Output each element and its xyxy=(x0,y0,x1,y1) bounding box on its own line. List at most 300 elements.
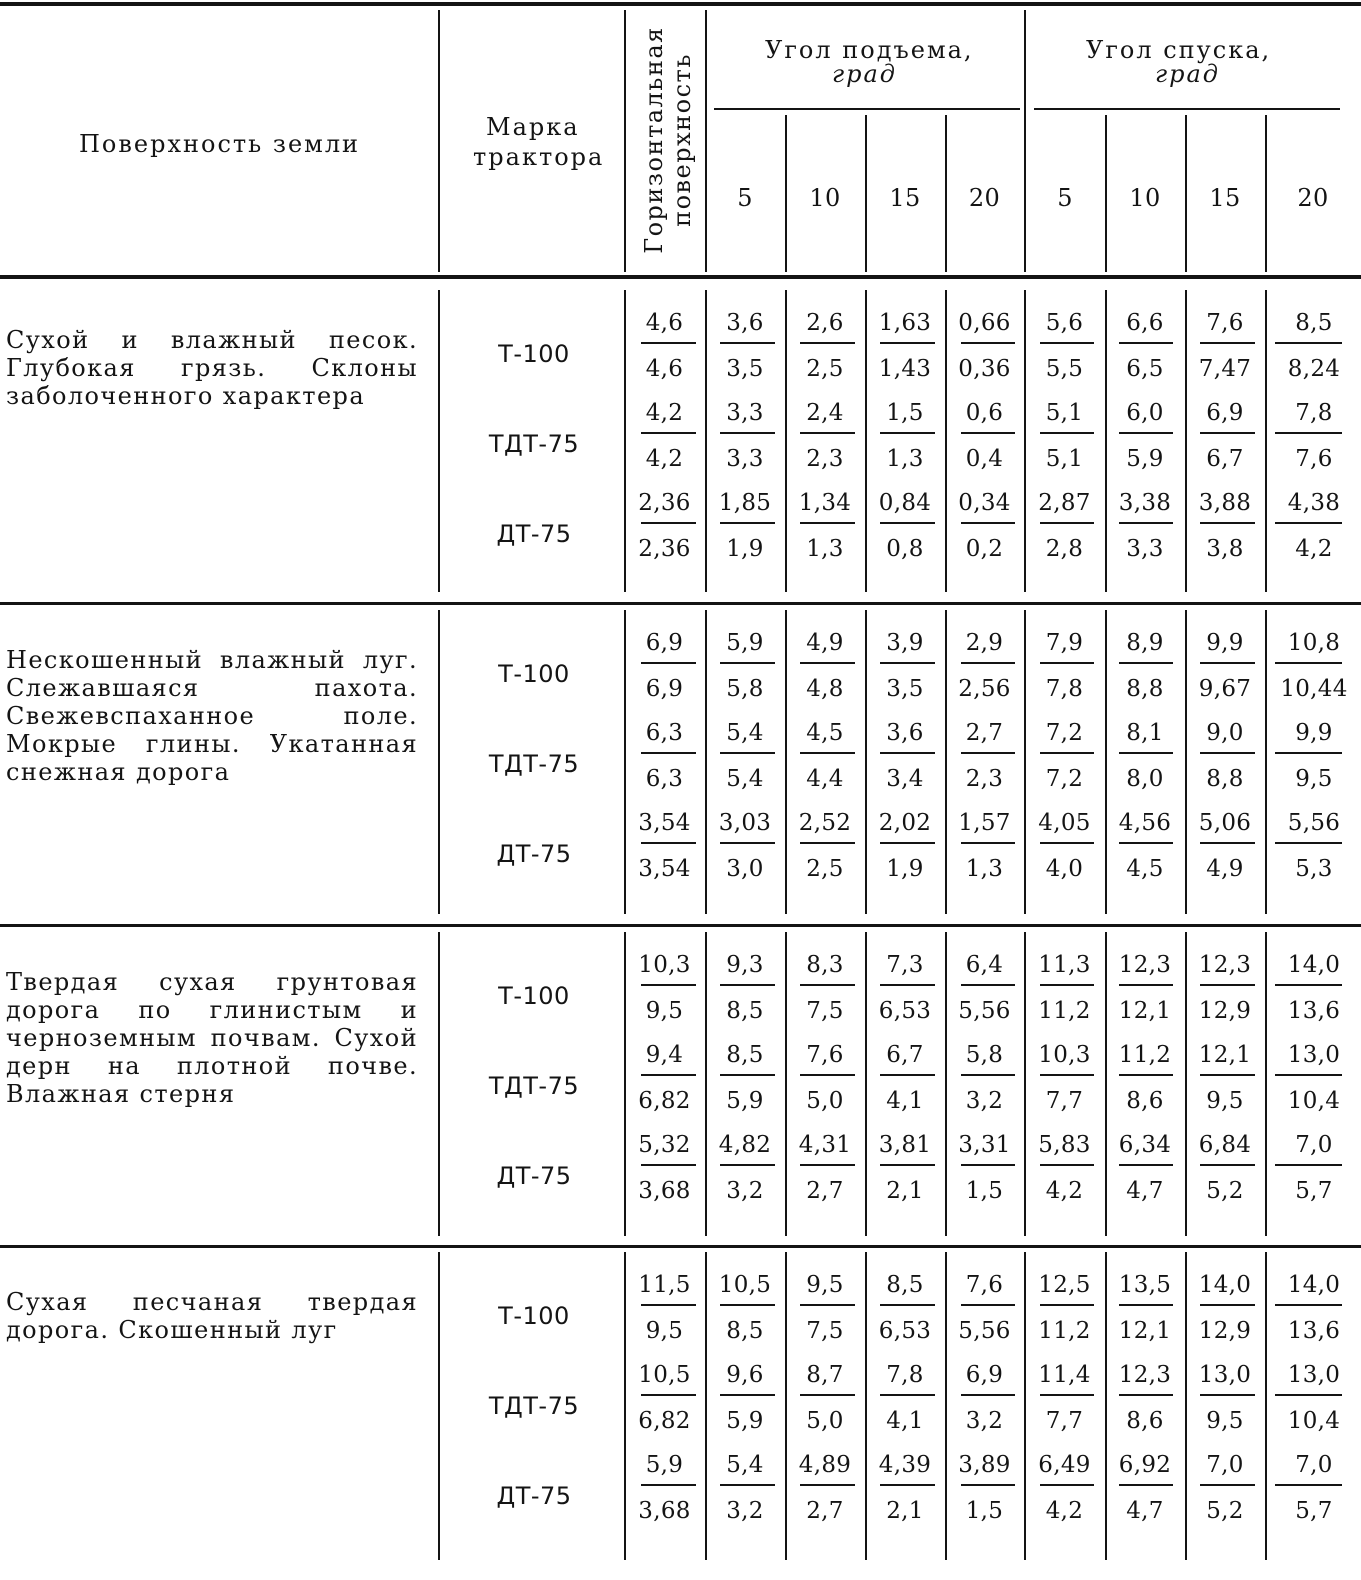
value-denominator: 7,7 xyxy=(1045,1088,1084,1114)
value-numerator: 5,9 xyxy=(645,1452,684,1478)
value-numerator: 3,9 xyxy=(886,630,924,656)
value-denominator: 5,4 xyxy=(726,766,764,792)
fraction-bar xyxy=(1119,1074,1173,1076)
value-denominator: 3,68 xyxy=(638,1498,691,1524)
value-denominator: 5,9 xyxy=(1126,446,1164,472)
value-denominator: 6,82 xyxy=(638,1088,691,1114)
value-numerator: 12,5 xyxy=(1038,1272,1091,1298)
fraction-bar xyxy=(880,752,935,754)
surface-description: Сухая песчаная твердая дорога. Скошенный луг xyxy=(6,1288,418,1344)
value-denominator: 3,4 xyxy=(886,766,924,792)
fraction-bar xyxy=(961,1484,1015,1486)
value-denominator: 12,1 xyxy=(1118,1318,1172,1344)
value-numerator: 3,88 xyxy=(1198,490,1252,516)
value-numerator: 6,9 xyxy=(645,630,684,656)
fraction-bar xyxy=(1275,842,1342,844)
value-denominator: 2,1 xyxy=(886,1178,924,1204)
fraction-bar xyxy=(800,1484,855,1486)
fraction-bar xyxy=(641,752,696,754)
value-numerator: 3,54 xyxy=(638,810,691,836)
value-numerator: 8,9 xyxy=(1126,630,1164,656)
value-numerator: 3,6 xyxy=(886,720,924,746)
value-numerator: 4,89 xyxy=(798,1452,852,1478)
value-denominator: 3,5 xyxy=(726,356,764,382)
value-numerator: 9,0 xyxy=(1206,720,1244,746)
tractor-model: ДТ-75 xyxy=(496,1482,572,1510)
value-denominator: 2,7 xyxy=(806,1178,844,1204)
value-denominator: 7,2 xyxy=(1045,766,1084,792)
value-numerator: 12,3 xyxy=(1118,1362,1172,1388)
value-numerator: 13,5 xyxy=(1118,1272,1172,1298)
value-denominator: 10,44 xyxy=(1280,676,1348,702)
fraction-bar xyxy=(1040,1394,1094,1396)
fraction-bar xyxy=(1119,1304,1173,1306)
header-angle: 15 xyxy=(1209,184,1241,212)
fraction-bar xyxy=(1275,984,1342,986)
fraction-bar xyxy=(720,1074,775,1076)
fraction-bar xyxy=(1119,984,1173,986)
value-denominator: 6,9 xyxy=(645,676,684,702)
value-denominator: 7,7 xyxy=(1045,1408,1084,1434)
fraction-bar xyxy=(1275,432,1342,434)
value-numerator: 8,5 xyxy=(1295,310,1333,336)
value-denominator: 4,2 xyxy=(1045,1498,1084,1524)
fraction-bar xyxy=(1040,1074,1094,1076)
surface-description: Сухой и влажный песок. Глубокая грязь. Склоны заболоченного характера xyxy=(6,326,418,410)
value-denominator: 8,0 xyxy=(1126,766,1164,792)
value-denominator: 1,5 xyxy=(965,1178,1004,1204)
value-denominator: 4,5 xyxy=(1126,856,1164,882)
fraction-bar xyxy=(1119,1484,1173,1486)
group-separator xyxy=(0,924,1361,927)
value-numerator: 6,4 xyxy=(965,952,1004,978)
value-numerator: 3,38 xyxy=(1118,490,1172,516)
value-numerator: 4,82 xyxy=(718,1132,772,1158)
value-numerator: 3,03 xyxy=(718,810,772,836)
header-angle: 10 xyxy=(1129,184,1161,212)
value-denominator: 10,4 xyxy=(1287,1408,1341,1434)
tractor-model: ТДТ-75 xyxy=(488,750,580,778)
value-numerator: 8,3 xyxy=(806,952,844,978)
value-denominator: 5,5 xyxy=(1045,356,1084,382)
value-denominator: 13,6 xyxy=(1287,1318,1341,1344)
value-numerator: 7,0 xyxy=(1295,1132,1333,1158)
value-denominator: 5,7 xyxy=(1295,1498,1333,1524)
value-denominator: 0,2 xyxy=(965,536,1004,562)
value-numerator: 6,34 xyxy=(1118,1132,1172,1158)
tractor-model: ТДТ-75 xyxy=(488,1392,580,1420)
fraction-bar xyxy=(800,1164,855,1166)
value-numerator: 5,4 xyxy=(726,1452,764,1478)
tractor-model: Т-100 xyxy=(498,660,570,688)
value-numerator: 6,7 xyxy=(886,1042,924,1068)
value-numerator: 4,38 xyxy=(1287,490,1341,516)
value-numerator: 12,3 xyxy=(1118,952,1172,978)
value-denominator: 4,9 xyxy=(1206,856,1244,882)
value-numerator: 13,0 xyxy=(1198,1362,1252,1388)
value-numerator: 2,87 xyxy=(1038,490,1091,516)
value-denominator: 1,3 xyxy=(806,536,844,562)
value-numerator: 14,0 xyxy=(1198,1272,1252,1298)
surface-description: Нескошенный влажный луг. Слежавшаяся пахота. Свежевспаханное поле. Мокрые глины. Укатанная снежная дорога xyxy=(6,646,418,786)
tractor-model: ДТ-75 xyxy=(496,840,572,868)
fraction-bar xyxy=(1200,342,1255,344)
value-numerator: 6,3 xyxy=(645,720,684,746)
value-numerator: 7,8 xyxy=(1295,400,1333,426)
header-descent-unit: град xyxy=(1155,60,1221,88)
value-numerator: 8,7 xyxy=(806,1362,844,1388)
fraction-bar xyxy=(1040,522,1094,524)
value-denominator: 4,6 xyxy=(645,356,684,382)
value-numerator: 0,6 xyxy=(965,400,1004,426)
fraction-bar xyxy=(1119,1394,1173,1396)
value-denominator: 2,1 xyxy=(886,1498,924,1524)
value-numerator: 4,9 xyxy=(806,630,844,656)
value-denominator: 3,3 xyxy=(726,446,764,472)
value-numerator: 1,34 xyxy=(798,490,852,516)
value-numerator: 3,3 xyxy=(726,400,764,426)
value-numerator: 2,36 xyxy=(638,490,691,516)
fraction-bar xyxy=(1119,842,1173,844)
value-numerator: 13,0 xyxy=(1287,1042,1341,1068)
value-denominator: 4,2 xyxy=(645,446,684,472)
value-numerator: 4,6 xyxy=(645,310,684,336)
value-denominator: 5,56 xyxy=(958,998,1011,1024)
fraction-bar xyxy=(880,432,935,434)
value-denominator: 5,2 xyxy=(1206,1178,1244,1204)
fraction-bar xyxy=(720,432,775,434)
fraction-bar xyxy=(1200,842,1255,844)
value-numerator: 4,2 xyxy=(645,400,684,426)
surface-description: Твердая сухая грунтовая дорога по глинистым и черноземным почвам. Сухой дерн на плотной почве. Влажная стерня xyxy=(6,968,418,1108)
fraction-bar xyxy=(1119,662,1173,664)
fraction-bar xyxy=(1275,1164,1342,1166)
header-angle: 20 xyxy=(968,184,1001,212)
fraction-bar xyxy=(800,1304,855,1306)
header-divider xyxy=(705,10,707,272)
fraction-bar xyxy=(961,752,1015,754)
value-numerator: 1,63 xyxy=(878,310,932,336)
value-denominator: 1,43 xyxy=(878,356,932,382)
value-denominator: 12,9 xyxy=(1198,1318,1252,1344)
value-numerator: 5,6 xyxy=(1045,310,1084,336)
value-numerator: 8,5 xyxy=(886,1272,924,1298)
value-numerator: 3,81 xyxy=(878,1132,932,1158)
value-denominator: 5,3 xyxy=(1295,856,1333,882)
table-top-rule xyxy=(0,2,1361,6)
value-denominator: 6,5 xyxy=(1126,356,1164,382)
fraction-bar xyxy=(880,1394,935,1396)
value-numerator: 10,5 xyxy=(718,1272,772,1298)
value-denominator: 5,9 xyxy=(726,1088,764,1114)
fraction-bar xyxy=(961,342,1015,344)
value-numerator: 5,56 xyxy=(1287,810,1341,836)
value-numerator: 11,3 xyxy=(1038,952,1091,978)
fraction-bar xyxy=(720,984,775,986)
value-numerator: 7,0 xyxy=(1206,1452,1244,1478)
value-denominator: 8,8 xyxy=(1126,676,1164,702)
fraction-bar xyxy=(641,1074,696,1076)
value-numerator: 7,0 xyxy=(1295,1452,1333,1478)
fraction-bar xyxy=(720,842,775,844)
fraction-bar xyxy=(961,1164,1015,1166)
value-numerator: 2,6 xyxy=(806,310,844,336)
value-numerator: 5,1 xyxy=(1045,400,1084,426)
header-angle: 15 xyxy=(889,184,921,212)
value-numerator: 2,7 xyxy=(965,720,1004,746)
fraction-bar xyxy=(1200,1164,1255,1166)
value-numerator: 2,02 xyxy=(878,810,932,836)
value-denominator: 11,2 xyxy=(1038,1318,1091,1344)
value-numerator: 6,6 xyxy=(1126,310,1164,336)
value-denominator: 4,1 xyxy=(886,1408,924,1434)
value-denominator: 4,7 xyxy=(1126,1178,1164,1204)
fraction-bar xyxy=(1040,1304,1094,1306)
value-denominator: 3,2 xyxy=(726,1498,764,1524)
value-denominator: 1,9 xyxy=(886,856,924,882)
value-denominator: 2,7 xyxy=(806,1498,844,1524)
value-denominator: 8,5 xyxy=(726,998,764,1024)
value-denominator: 3,0 xyxy=(726,856,764,882)
fraction-bar xyxy=(1200,1484,1255,1486)
value-numerator: 5,32 xyxy=(638,1132,691,1158)
fraction-bar xyxy=(641,662,696,664)
header-angle: 5 xyxy=(737,184,753,212)
value-denominator: 8,24 xyxy=(1287,356,1341,382)
value-denominator: 1,9 xyxy=(726,536,764,562)
fraction-bar xyxy=(1040,984,1094,986)
header-surface: Поверхность земли xyxy=(79,130,361,158)
fraction-bar xyxy=(1040,432,1094,434)
header-tractor-line1: Марка xyxy=(486,113,580,141)
value-denominator: 4,2 xyxy=(1295,536,1333,562)
fraction-bar xyxy=(641,1304,696,1306)
value-numerator: 6,0 xyxy=(1126,400,1164,426)
fraction-bar xyxy=(1040,842,1094,844)
value-denominator: 0,4 xyxy=(965,446,1004,472)
fraction-bar xyxy=(961,1394,1015,1396)
header-horizontal-surface: Горизонтальная поверхность xyxy=(640,26,696,254)
fraction-bar xyxy=(720,662,775,664)
value-numerator: 5,4 xyxy=(726,720,764,746)
fraction-bar xyxy=(880,342,935,344)
value-numerator: 9,9 xyxy=(1295,720,1333,746)
fraction-bar xyxy=(720,1394,775,1396)
value-numerator: 7,6 xyxy=(965,1272,1004,1298)
value-numerator: 6,9 xyxy=(1206,400,1244,426)
header-angle: 5 xyxy=(1057,184,1073,212)
header-ascent-unit: град xyxy=(832,60,898,88)
value-numerator: 0,66 xyxy=(958,310,1011,336)
value-denominator: 6,53 xyxy=(878,998,932,1024)
value-numerator: 6,84 xyxy=(1198,1132,1252,1158)
fraction-bar xyxy=(1275,1074,1342,1076)
fraction-bar xyxy=(880,842,935,844)
tractor-model: ТДТ-75 xyxy=(488,430,580,458)
fraction-bar xyxy=(880,984,935,986)
fraction-bar xyxy=(961,984,1015,986)
value-denominator: 9,5 xyxy=(645,998,684,1024)
fraction-bar xyxy=(1275,342,1342,344)
fraction-bar xyxy=(1119,432,1173,434)
value-denominator: 1,3 xyxy=(886,446,924,472)
value-denominator: 4,4 xyxy=(806,766,844,792)
fraction-bar xyxy=(641,1394,696,1396)
fraction-bar xyxy=(1040,662,1094,664)
fraction-bar xyxy=(1119,522,1173,524)
header-tractor-line2: трактора xyxy=(473,143,605,171)
value-denominator: 9,67 xyxy=(1198,676,1252,702)
fraction-bar xyxy=(800,662,855,664)
value-denominator: 3,2 xyxy=(965,1088,1004,1114)
fraction-bar xyxy=(961,1074,1015,1076)
fraction-bar xyxy=(641,432,696,434)
fraction-bar xyxy=(961,1304,1015,1306)
fraction-bar xyxy=(800,984,855,986)
value-denominator: 4,1 xyxy=(886,1088,924,1114)
fraction-bar xyxy=(1275,522,1342,524)
value-denominator: 3,2 xyxy=(965,1408,1004,1434)
header-divider xyxy=(1024,10,1026,272)
fraction-bar xyxy=(1275,752,1342,754)
header-bottom-rule xyxy=(0,275,1361,279)
value-numerator: 7,6 xyxy=(1206,310,1244,336)
fraction-bar xyxy=(800,1074,855,1076)
value-numerator: 7,2 xyxy=(1045,720,1084,746)
value-denominator: 3,68 xyxy=(638,1178,691,1204)
tractor-model: ДТ-75 xyxy=(496,520,572,548)
value-numerator: 10,3 xyxy=(1038,1042,1091,1068)
fraction-bar xyxy=(1275,1304,1342,1306)
value-numerator: 5,8 xyxy=(965,1042,1004,1068)
value-denominator: 3,2 xyxy=(726,1178,764,1204)
fraction-bar xyxy=(961,522,1015,524)
value-numerator: 7,3 xyxy=(886,952,924,978)
value-denominator: 2,5 xyxy=(806,856,844,882)
value-denominator: 5,56 xyxy=(958,1318,1011,1344)
value-denominator: 7,47 xyxy=(1198,356,1252,382)
value-numerator: 4,39 xyxy=(878,1452,932,1478)
value-numerator: 13,0 xyxy=(1287,1362,1341,1388)
value-denominator: 1,5 xyxy=(965,1498,1004,1524)
value-numerator: 7,8 xyxy=(886,1362,924,1388)
value-denominator: 5,0 xyxy=(806,1088,844,1114)
value-denominator: 8,5 xyxy=(726,1318,764,1344)
value-denominator: 7,8 xyxy=(1045,676,1084,702)
value-denominator: 6,53 xyxy=(878,1318,932,1344)
value-denominator: 3,3 xyxy=(1126,536,1164,562)
fraction-bar xyxy=(1200,752,1255,754)
value-denominator: 5,9 xyxy=(726,1408,764,1434)
fraction-bar xyxy=(800,342,855,344)
fraction-bar xyxy=(641,342,696,344)
descent-header-rule xyxy=(1034,108,1340,110)
fraction-bar xyxy=(800,522,855,524)
value-numerator: 2,52 xyxy=(798,810,852,836)
fraction-bar xyxy=(1200,984,1255,986)
value-numerator: 14,0 xyxy=(1287,952,1341,978)
value-numerator: 2,4 xyxy=(806,400,844,426)
value-denominator: 0,8 xyxy=(886,536,924,562)
value-denominator: 9,5 xyxy=(645,1318,684,1344)
value-numerator: 7,6 xyxy=(806,1042,844,1068)
value-numerator: 8,1 xyxy=(1126,720,1164,746)
header-ascent-label: Угол подъема, xyxy=(765,36,974,64)
fraction-bar xyxy=(800,752,855,754)
value-denominator: 8,6 xyxy=(1126,1408,1164,1434)
value-numerator: 6,49 xyxy=(1038,1452,1091,1478)
value-numerator: 8,5 xyxy=(726,1042,764,1068)
fraction-bar xyxy=(1200,662,1255,664)
value-numerator: 4,05 xyxy=(1038,810,1091,836)
header-descent-label: Угол спуска, xyxy=(1086,36,1272,64)
value-denominator: 9,5 xyxy=(1295,766,1333,792)
fraction-bar xyxy=(1119,752,1173,754)
value-denominator: 4,2 xyxy=(1045,1178,1084,1204)
fraction-bar xyxy=(1040,342,1094,344)
fraction-bar xyxy=(800,432,855,434)
value-denominator: 1,3 xyxy=(965,856,1004,882)
fraction-bar xyxy=(1275,1394,1342,1396)
value-numerator: 1,57 xyxy=(958,810,1011,836)
fraction-bar xyxy=(1200,1074,1255,1076)
fraction-bar xyxy=(880,662,935,664)
fraction-bar xyxy=(961,842,1015,844)
fraction-bar xyxy=(961,662,1015,664)
value-numerator: 11,2 xyxy=(1118,1042,1172,1068)
fraction-bar xyxy=(961,432,1015,434)
fraction-bar xyxy=(641,984,696,986)
fraction-bar xyxy=(1200,1394,1255,1396)
value-denominator: 2,3 xyxy=(965,766,1004,792)
ascent-header-rule xyxy=(714,108,1020,110)
value-denominator: 7,5 xyxy=(806,998,844,1024)
fraction-bar xyxy=(1119,342,1173,344)
value-numerator: 2,9 xyxy=(965,630,1004,656)
value-denominator: 2,3 xyxy=(806,446,844,472)
fraction-bar xyxy=(641,1484,696,1486)
value-denominator: 7,6 xyxy=(1295,446,1333,472)
value-numerator: 5,9 xyxy=(726,630,764,656)
value-numerator: 7,9 xyxy=(1045,630,1084,656)
tractor-model: Т-100 xyxy=(498,340,570,368)
fraction-bar xyxy=(720,1304,775,1306)
value-denominator: 2,5 xyxy=(806,356,844,382)
value-numerator: 11,4 xyxy=(1038,1362,1091,1388)
fraction-bar xyxy=(641,1164,696,1166)
fraction-bar xyxy=(720,522,775,524)
value-numerator: 3,31 xyxy=(958,1132,1011,1158)
value-numerator: 10,5 xyxy=(638,1362,691,1388)
value-numerator: 0,34 xyxy=(958,490,1011,516)
value-numerator: 11,5 xyxy=(638,1272,691,1298)
value-denominator: 5,7 xyxy=(1295,1178,1333,1204)
fraction-bar xyxy=(800,842,855,844)
value-numerator: 10,3 xyxy=(638,952,691,978)
value-numerator: 5,83 xyxy=(1038,1132,1091,1158)
value-numerator: 5,06 xyxy=(1198,810,1252,836)
fraction-bar xyxy=(880,1074,935,1076)
fraction-bar xyxy=(1200,522,1255,524)
value-numerator: 12,3 xyxy=(1198,952,1252,978)
fraction-bar xyxy=(880,1164,935,1166)
fraction-bar xyxy=(800,1394,855,1396)
value-numerator: 0,84 xyxy=(878,490,932,516)
header-angle: 10 xyxy=(809,184,841,212)
fraction-bar xyxy=(1275,1484,1342,1486)
tractor-model: ТДТ-75 xyxy=(488,1072,580,1100)
value-numerator: 4,31 xyxy=(798,1132,852,1158)
